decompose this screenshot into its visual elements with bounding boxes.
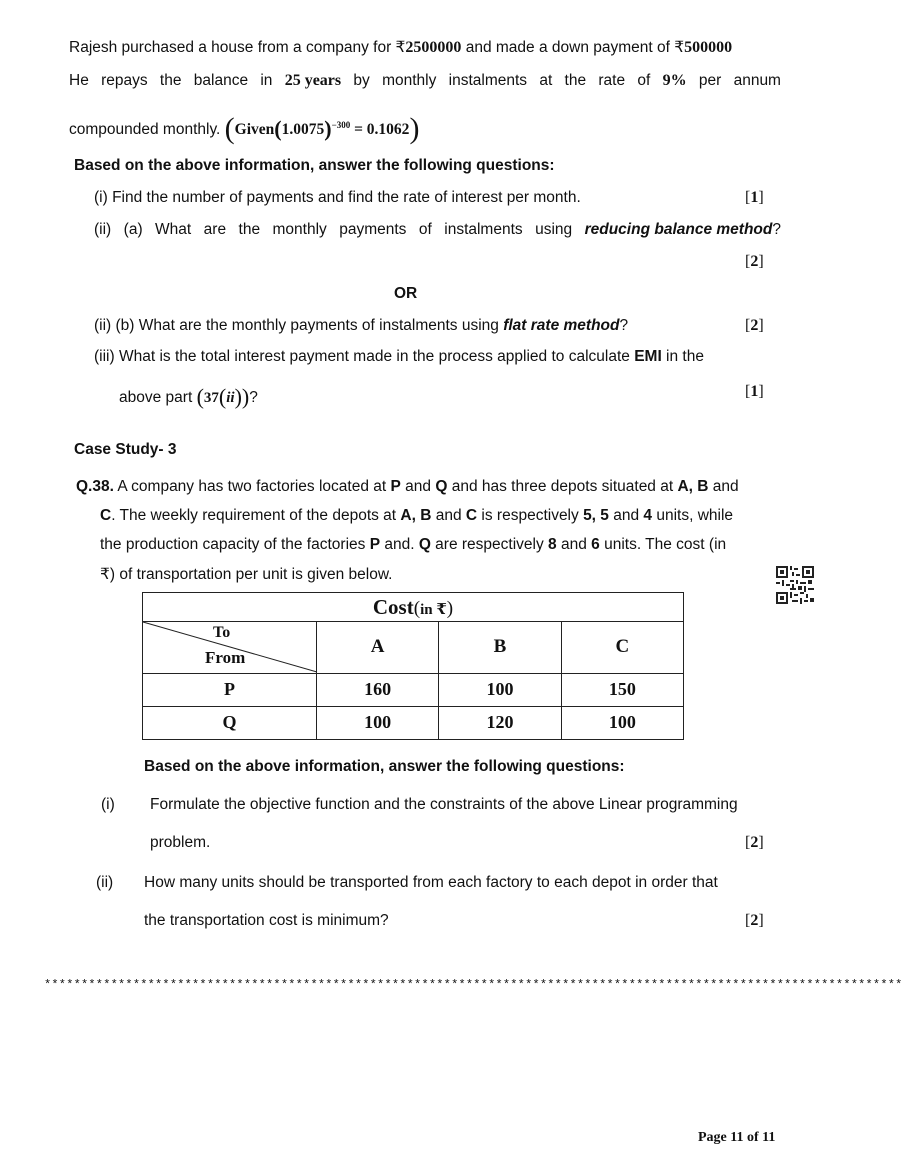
q38-i-number: (i)	[101, 796, 115, 813]
col-header-b: B	[439, 622, 561, 673]
q37-heading: Based on the above information, answer the following questions:	[74, 157, 555, 174]
separator-stars: ********************************************************************************************************************	[44, 978, 903, 992]
q38-line1: Q.38. A company has two factories located at P and Q and has three depots situated at A, B and	[76, 478, 739, 495]
col-header-a: A	[316, 622, 438, 673]
q38-ii-number: (ii)	[96, 874, 114, 891]
col-header-c: C	[561, 622, 683, 673]
cell-p-b: 100	[439, 673, 561, 706]
row-label-p: P	[143, 673, 317, 706]
q37-iib-marks: [2]	[745, 317, 764, 334]
intro-line-1: Rajesh purchased a house from a company for ₹2500000 and made a down payment of ₹500000	[69, 39, 733, 56]
q37-part-i: (i) Find the number of payments and find the rate of interest per month.	[94, 189, 581, 206]
q37-part-iii-line2: above part (37(ii))?	[119, 384, 258, 409]
q38-line2: C. The weekly requirement of the depots at A, B and C is respectively 5, 5 and 4 units, while	[100, 507, 734, 524]
qr-code-icon	[776, 566, 814, 604]
intro-line-3: compounded monthly. $(Given(1.0075)^{-300} = 0.1062)$	[69, 112, 420, 145]
row-label-q: Q	[143, 706, 317, 739]
q38-line3: the production capacity of the factories P and. Q are respectively 8 and 6 units. The cost (in	[100, 536, 727, 553]
cell-q-c: 100	[561, 706, 683, 739]
intro-line-2: He repays the balance in 25 years by monthly instalments at the rate of 9% per annum	[69, 72, 781, 89]
to-label: To	[213, 624, 231, 642]
q37-iia-marks: [2]	[745, 253, 764, 270]
q38-ii-line2: the transportation cost is minimum?	[144, 912, 389, 929]
q37-i-marks: [1]	[745, 189, 764, 206]
cost-table	[142, 592, 684, 740]
q38-heading: Based on the above information, answer the following questions:	[144, 758, 625, 775]
q38-i-marks: [2]	[745, 834, 764, 851]
cell-p-c: 150	[561, 673, 683, 706]
q38-ii-line1: How many units should be transported from each factory to each depot in order that	[144, 874, 718, 891]
cell-p-a: 160	[316, 673, 438, 706]
case-study-title: Case Study- 3	[74, 441, 177, 458]
page-number: Page 11 of 11	[698, 1130, 776, 1145]
q37-part-iii-line1: (iii) What is the total interest payment made in the process applied to calculate EMI in the	[94, 348, 704, 365]
q37-part-iib: (ii) (b) What are the monthly payments of instalments using flat rate method?	[94, 317, 629, 334]
cell-q-a: 100	[316, 706, 438, 739]
or-label: OR	[394, 285, 418, 302]
cost-table-title: Cost(in ₹)	[143, 593, 684, 622]
table-row	[143, 706, 684, 739]
to-from-header	[143, 622, 317, 673]
given-expression: $(Given(1.0075)^{-300} = 0.1062)$	[224, 112, 420, 145]
q37-iii-marks: [1]	[745, 383, 764, 400]
from-label: From	[205, 648, 246, 668]
q38-i-line1: Formulate the objective function and the constraints of the above Linear programming	[150, 796, 738, 813]
q38-i-line2: problem.	[150, 834, 211, 851]
q38-ii-marks: [2]	[745, 912, 764, 929]
table-row	[143, 673, 684, 706]
q38-line4: ₹) of transportation per unit is given below.	[100, 566, 393, 583]
cell-q-b: 120	[439, 706, 561, 739]
q37-part-iia: (ii) (a) What are the monthly payments of instalments using reducing balance method?	[94, 221, 781, 238]
